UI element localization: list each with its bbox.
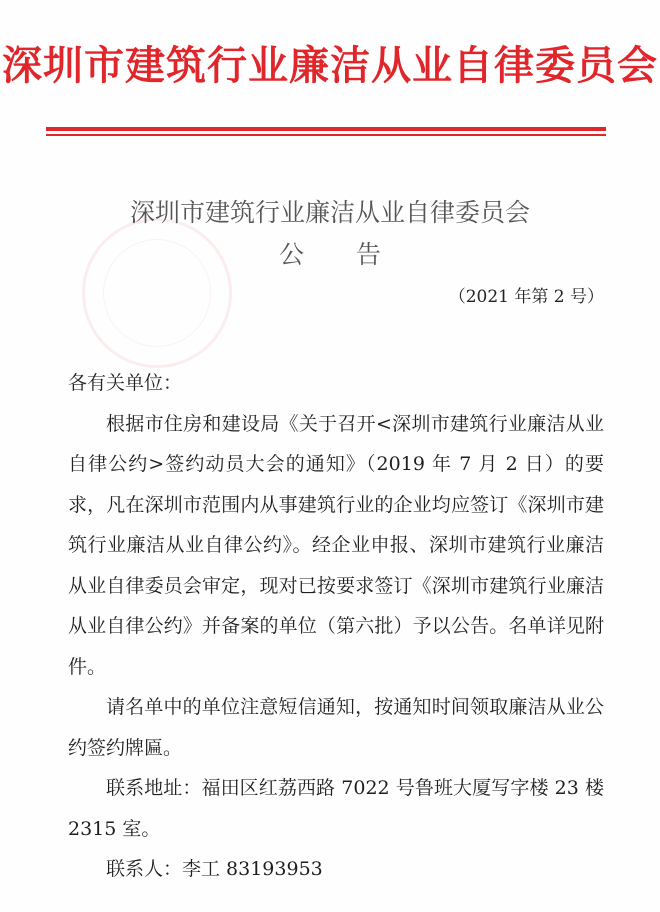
contact-person: 联系人：李工 83193953 [106,858,323,880]
contact-address: 联系地址：福田区红荔西路 7022 号鲁班大厦写字楼 23 楼 2315 室。 [68,777,604,840]
salutation: 各有关单位： [68,372,183,394]
body-paragraph-2: 请名单中的单位注意短信通知，按通知时间领取廉洁从业公约签约牌匾。 [68,696,604,759]
notice-subtitle: 公告 [278,240,433,269]
letterhead-thin-rule [46,134,606,136]
notice-number: （2021 年第 2 号） [448,287,604,307]
notice-title: 深圳市建筑行业廉洁从业自律委员会 [129,198,530,227]
letterhead-thick-rule [46,127,606,131]
notice-body [68,363,604,890]
body-paragraph-1: 根据市住房和建设局《关于召开<深圳市建筑行业廉洁从业自律公约>签约动员大会的通知》（2019 年 7 月 2 日）的要求，凡在深圳市范围内从事建筑行业的企业均应签订《深圳市建筑行业廉洁从业自律公约》。经企业申报、深圳市建筑行业廉洁从业自律委员会审定，现对已按要求签订《深圳市建筑行业廉洁从业自律公约》并备案的单位（第六批）予以公告。名单详见附件。 [68,412,604,678]
letterhead-org-name: 深圳市建筑行业廉洁从业自律委员会 [2,42,658,89]
